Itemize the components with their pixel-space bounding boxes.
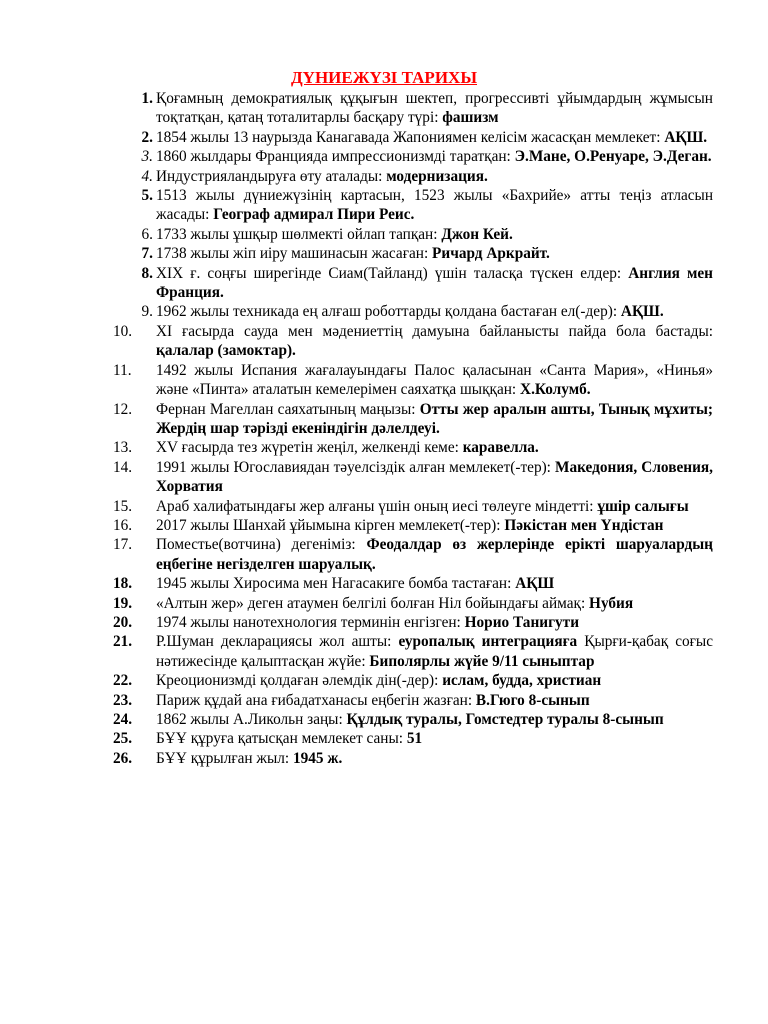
list-item xyxy=(113,710,713,729)
item-answer: Географ адмирал Пири Реис. xyxy=(213,206,415,224)
item-content xyxy=(156,516,713,535)
list-item xyxy=(113,438,713,457)
list-item xyxy=(113,535,713,574)
item-content xyxy=(156,710,713,729)
item-content xyxy=(156,167,713,186)
item-answer: еуропалық интеграцияға xyxy=(398,633,578,651)
item-content xyxy=(156,128,713,147)
item-answer: Англия мен Франция. xyxy=(156,264,713,302)
item-number: 18. xyxy=(113,575,133,593)
list-item xyxy=(113,225,713,244)
item-number: 17. xyxy=(113,536,133,554)
item-content xyxy=(156,244,713,263)
item-answer: АҚШ. xyxy=(664,128,708,146)
list-item xyxy=(113,302,713,321)
list-item xyxy=(113,244,713,263)
item-content xyxy=(156,89,713,128)
item-content xyxy=(156,497,713,516)
item-number: 21. xyxy=(113,633,133,651)
item-number: 23. xyxy=(113,691,133,709)
item-content xyxy=(156,749,713,768)
list-item xyxy=(113,594,713,613)
list-item xyxy=(113,632,713,671)
item-answer: Македония, Словения, Хорватия xyxy=(156,458,713,496)
item-number: 6. xyxy=(141,225,153,243)
list-item xyxy=(113,128,713,147)
item-question: 1991 жылы Югославиядан тәуелсіздік алған мемлекет(-тер): xyxy=(156,458,556,476)
item-answer: Нубия xyxy=(589,594,634,612)
item-question: «Алтын жер» деген атаумен белгілі болған Ніл бойындағы аймақ: xyxy=(156,594,590,612)
item-answer: Х.Колумб. xyxy=(520,381,591,399)
item-question: 1962 жылы техникада ең алғаш роботтарды қолдана бастаған ел(-дер): xyxy=(156,303,621,321)
question-answer-list xyxy=(113,89,713,768)
item-answer: модернизация. xyxy=(386,167,488,185)
item-question: 1733 жылы ұшқыр шөлмекті ойлап тапқан: xyxy=(156,225,442,243)
item-number: 11. xyxy=(113,361,132,379)
item-answer: Ричард Аркрайт. xyxy=(432,245,550,263)
item-content xyxy=(156,361,713,400)
item-content xyxy=(156,632,713,671)
item-question: 1492 жылы Испания жағалауындағы Палос қаласынан «Санта Мария», «Нинья» және «Пинта» аталатын кемелерімен саяхатқа шыққан: xyxy=(156,361,713,399)
item-content xyxy=(156,458,713,497)
item-question: XI ғасырда сауда мен мәдениеттің дамуына байланысты пайда бола бастады: xyxy=(156,322,713,340)
item-question: БҰҰ құрылған жыл: xyxy=(156,749,293,767)
item-number: 8. xyxy=(141,264,153,282)
list-item xyxy=(113,186,713,225)
item-content xyxy=(156,594,713,613)
list-item xyxy=(113,497,713,516)
list-item xyxy=(113,147,713,166)
item-number: 14. xyxy=(113,458,133,476)
item-answer: Құлдық туралы, Гомстедтер туралы 8-сынып xyxy=(346,711,664,728)
item-answer: Феодалдар өз жерлерінде ерікті шаруалардың еңбегіне негізделген шаруалық. xyxy=(156,536,713,573)
item-question: Фернан Магеллан саяхатының маңызы: xyxy=(156,400,420,418)
list-item xyxy=(113,691,713,710)
list-item xyxy=(113,729,713,748)
item-number: 4. xyxy=(141,167,153,185)
item-number: 13. xyxy=(113,439,133,457)
item-answer: АҚШ. xyxy=(620,303,664,321)
item-question: Поместье(вотчина) дегеніміз: xyxy=(156,536,367,554)
item-question: 1854 жылы 13 наурызда Канагавада Жапониямен келісім жасасқан мемлекет: xyxy=(156,128,665,146)
item-number: 20. xyxy=(113,613,133,631)
item-number: 15. xyxy=(113,497,133,515)
item-number: 26. xyxy=(113,749,133,767)
list-item xyxy=(113,167,713,186)
item-number: 1. xyxy=(141,90,153,107)
document-title-text: ДҮНИЕЖҮЗІ ТАРИХЫ xyxy=(290,68,478,87)
item-answer: 1945 ж. xyxy=(292,749,343,767)
item-number: 16. xyxy=(113,516,133,534)
item-content xyxy=(156,691,713,710)
item-answer: ұшір салығы xyxy=(597,497,689,515)
list-item xyxy=(113,574,713,593)
item-answer: В.Гюго 8-сынып xyxy=(475,691,590,709)
item-content xyxy=(156,438,713,457)
item-number: 12. xyxy=(113,400,133,418)
item-question: Қоғамның демократиялық құқығын шектеп, прогрессивті ұйымдардың жұмысын тоқтатқан, қатаң тоталитарлы басқару түрі: xyxy=(156,90,713,127)
item-content xyxy=(156,322,713,361)
item-content xyxy=(156,225,713,244)
list-item xyxy=(113,749,713,768)
item-answer: каравелла. xyxy=(462,439,539,457)
item-question: 1513 жылы дүниежүзінің картасын, 1523 жылы «Бахрийе» атты теңіз атласын жасады: xyxy=(156,187,713,224)
item-content xyxy=(156,574,713,593)
list-item xyxy=(113,458,713,497)
item-answer: Норио Танигути xyxy=(464,613,580,631)
item-number: 7. xyxy=(141,245,153,263)
list-item xyxy=(113,516,713,535)
item-number: 10. xyxy=(113,322,133,340)
item-answer: фашизм xyxy=(442,109,499,127)
item-number: 2. xyxy=(141,128,153,146)
item-content xyxy=(156,147,713,166)
item-question: БҰҰ құруға қатысқан мемлекет саны: xyxy=(156,730,407,748)
item-number: 22. xyxy=(113,672,133,690)
list-item xyxy=(113,671,713,690)
item-content xyxy=(156,264,713,303)
item-question: 1860 жылдары Францияда импрессионизмді таратқан: xyxy=(156,148,515,166)
item-question: 1945 жылы Хиросима мен Нагасакиге бомба тастаған: xyxy=(156,575,516,593)
item-answer: Биполярлы жүйе 9/11 сыныптар xyxy=(369,652,595,670)
item-content xyxy=(156,400,713,439)
item-answer: Пәкістан мен Үндістан xyxy=(504,516,664,534)
item-question: 1738 жылы жіп иіру машинасын жасаған: xyxy=(156,245,433,263)
item-answer: Отты жер аралын ашты, Тынық мұхиты; Жердің шар тәрізді екеніндігін дәлелдеуі. xyxy=(156,400,713,437)
item-question: Креоционизмді қолдаған әлемдік дін(-дер): xyxy=(156,672,443,690)
item-question: XV ғасырда тез жүретін жеңіл, желкенді кеме: xyxy=(156,439,463,457)
item-question: Париж құдай ана ғибадатханасы еңбегін жазған: xyxy=(156,691,476,709)
item-answer: Э.Мане, О.Ренуаре, Э.Деган. xyxy=(514,148,712,166)
list-item xyxy=(113,89,713,128)
document-title xyxy=(0,68,768,88)
item-question: 1974 жылы нанотехнология терминін енгізген: xyxy=(156,613,465,631)
item-number: 3. xyxy=(141,148,153,166)
item-answer: АҚШ xyxy=(515,575,555,593)
item-question: 2017 жылы Шанхай ұйымына кірген мемлекет(-тер): xyxy=(156,516,505,534)
item-question: Р.Шуман декларациясы жол ашты: xyxy=(156,633,399,651)
item-question: XIX ғ. соңғы ширегінде Сиам(Тайланд) үшін таласқа түскен елдер: xyxy=(156,264,629,282)
item-answer: ислам, будда, христиан xyxy=(442,672,602,690)
item-number: 19. xyxy=(113,594,133,612)
list-item xyxy=(113,264,713,303)
item-number: 9. xyxy=(141,303,153,321)
item-answer: қалалар (замоктар). xyxy=(156,342,296,360)
item-question: 1862 жылы А.Ликольн заңы: xyxy=(156,711,347,728)
item-number: 24. xyxy=(113,711,133,728)
item-content xyxy=(156,671,713,690)
list-item xyxy=(113,400,713,439)
item-number: 25. xyxy=(113,730,133,748)
item-number: 5. xyxy=(141,187,153,205)
list-item xyxy=(113,361,713,400)
item-content xyxy=(156,302,713,321)
item-answer: Джон Кей. xyxy=(441,225,513,243)
item-question: Араб халифатындағы жер алғаны үшін оның иесі төлеуге міндетті: xyxy=(156,497,598,515)
item-content xyxy=(156,729,713,748)
item-question: Қырғи-қабақ соғыс нәтижесінде қалыптасқан жүйе: xyxy=(156,633,713,670)
item-content xyxy=(156,613,713,632)
list-item xyxy=(113,322,713,361)
list-item xyxy=(113,613,713,632)
item-answer: 51 xyxy=(406,730,423,748)
item-question: Индустрияландыруға өту аталады: xyxy=(156,167,387,185)
item-content xyxy=(156,535,713,574)
item-content xyxy=(156,186,713,225)
